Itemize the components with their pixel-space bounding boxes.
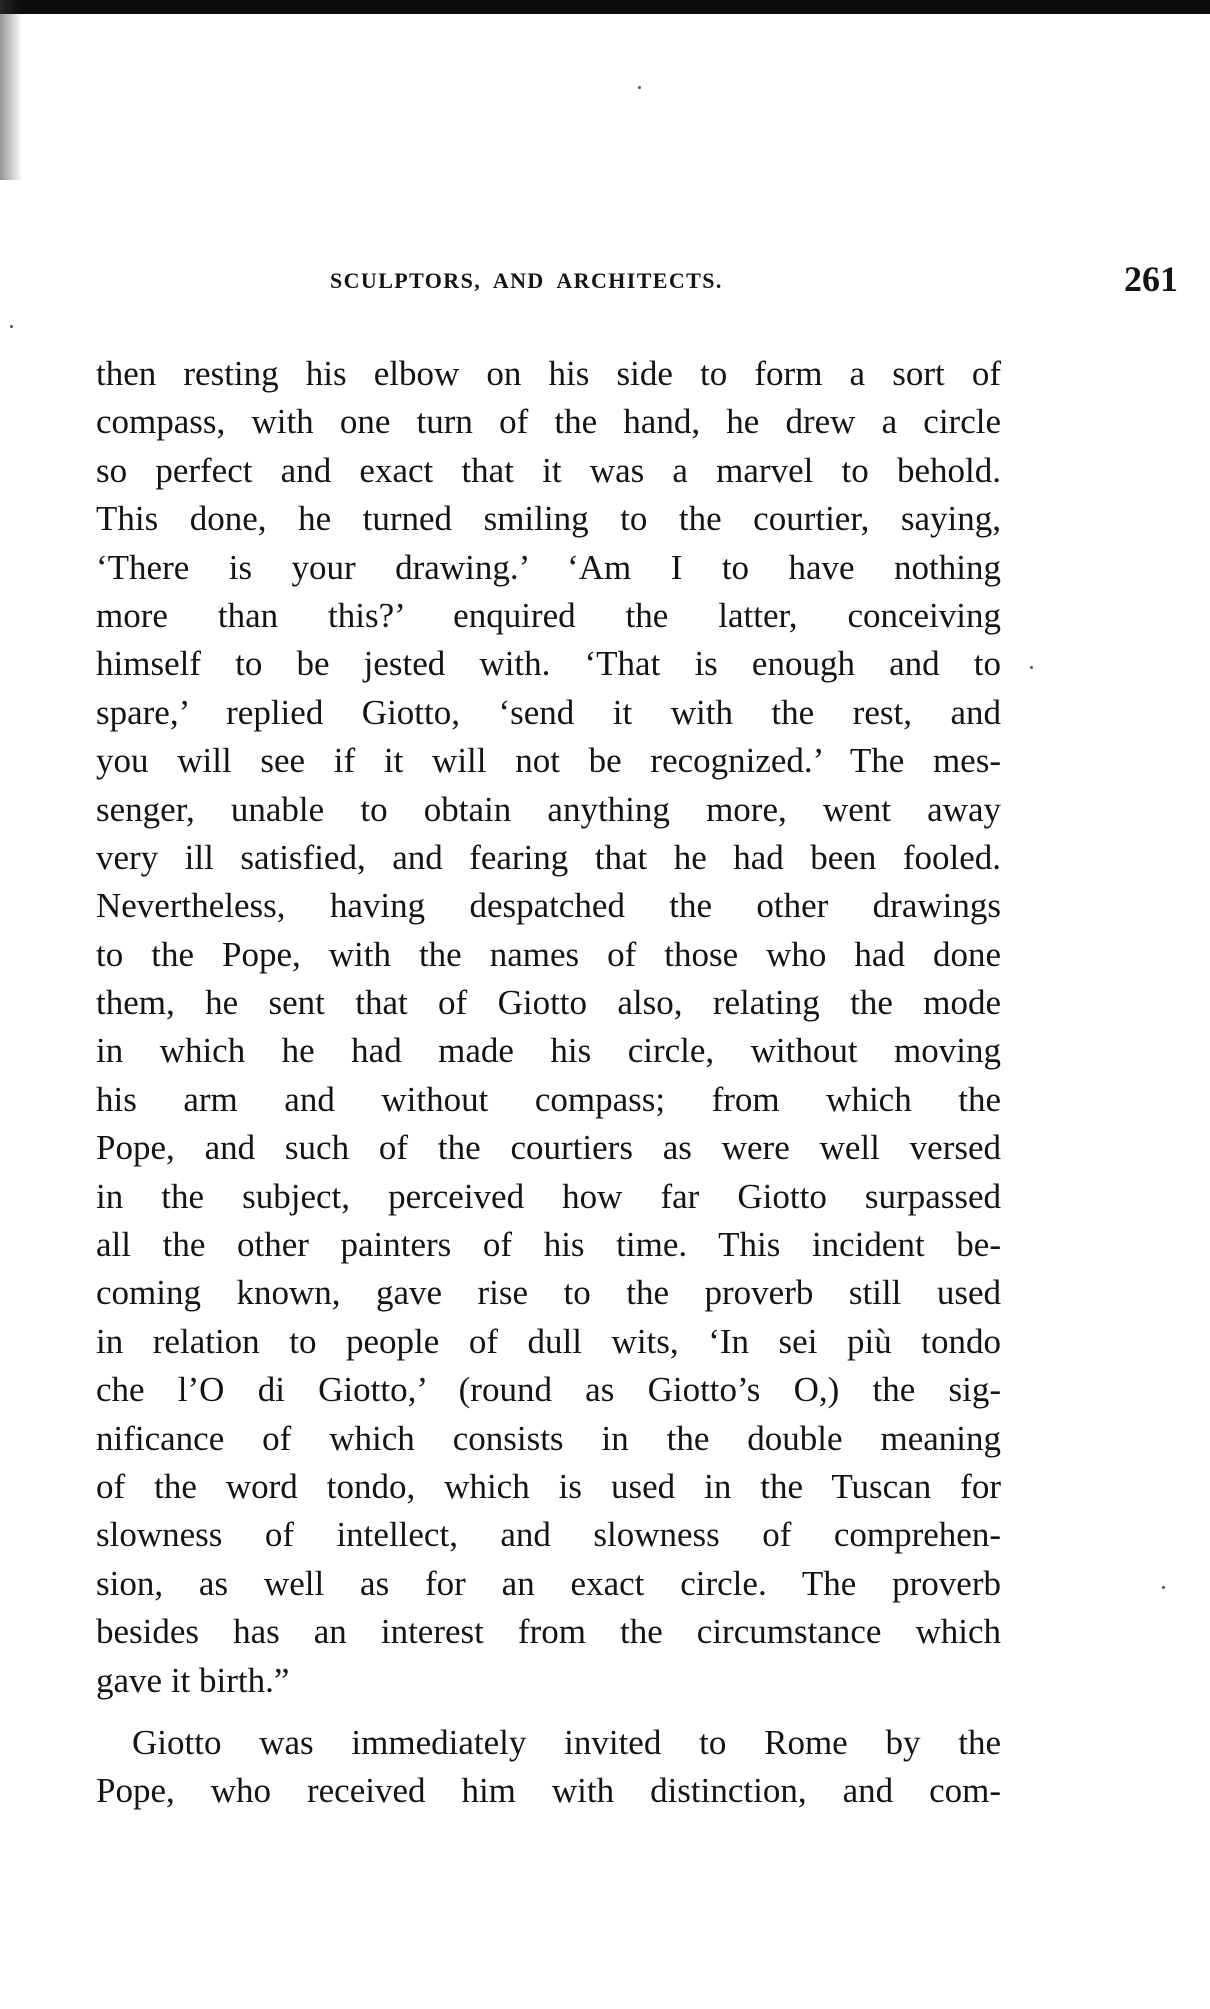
- running-head: SCULPTORS, AND ARCHITECTS.: [330, 268, 723, 293]
- text-line: slowness of intellect, and slowness of comprehen-: [96, 1515, 1001, 1555]
- text-line: in which he had made his circle, without moving: [96, 1031, 1001, 1071]
- text-line: very ill satisfied, and fearing that he had been fooled.: [96, 837, 1001, 877]
- text-line: in relation to people of dull wits, ‘In sei più tondo: [96, 1321, 1001, 1361]
- text-line: in the subject, perceived how far Giotto surpassed: [96, 1176, 1001, 1216]
- text-line: his arm and without compass; from which the: [96, 1079, 1001, 1119]
- scan-speck: [1162, 1586, 1165, 1589]
- text-line: all the other painters of his time. This incident be-: [96, 1225, 1001, 1265]
- text-line: spare,’ replied Giotto, ‘send it with the rest, and: [96, 692, 1001, 732]
- scan-speck: [638, 86, 641, 89]
- text-line: you will see if it will not be recognized.’ The mes-: [96, 741, 1001, 781]
- scan-top-edge: [0, 0, 1210, 14]
- text-line: ‘There is your drawing.’ ‘Am I to have nothing: [96, 547, 1001, 587]
- text-line: then resting his elbow on his side to form a sort of: [96, 354, 1001, 393]
- text-line: This done, he turned smiling to the courtier, saying,: [96, 499, 1001, 539]
- page-number: 261: [1124, 259, 1178, 299]
- text-line: so perfect and exact that it was a marvel to behold.: [96, 450, 1001, 490]
- scan-speck: [10, 325, 13, 328]
- scan-speck: [1030, 666, 1033, 669]
- text-line: sion, as well as for an exact circle. The proverb: [96, 1563, 1001, 1603]
- scan-left-edge: [0, 0, 22, 180]
- text-line: himself to be jested with. ‘That is enough and to: [96, 644, 1001, 684]
- text-line: senger, unable to obtain anything more, went away: [96, 789, 1001, 829]
- text-line: gave it birth.”: [96, 1660, 290, 1700]
- text-line: Pope, who received him with distinction, and com-: [96, 1771, 1001, 1811]
- text-line: Nevertheless, having despatched the other drawings: [96, 886, 1001, 926]
- text-line: to the Pope, with the names of those who had done: [96, 934, 1001, 974]
- text-line: more than this?’ enquired the latter, conceiving: [96, 595, 1001, 635]
- text-line: of the word tondo, which is used in the Tuscan for: [96, 1466, 1001, 1506]
- text-line: them, he sent that of Giotto also, relating the mode: [96, 983, 1001, 1023]
- text-line: besides has an interest from the circumstance which: [96, 1612, 1001, 1652]
- text-line: compass, with one turn of the hand, he drew a circle: [96, 402, 1001, 442]
- text-line: nificance of which consists in the double meaning: [96, 1418, 1001, 1458]
- text-line: coming known, gave rise to the proverb still used: [96, 1273, 1001, 1313]
- text-line: Pope, and such of the courtiers as were well versed: [96, 1128, 1001, 1168]
- text-line: Giotto was immediately invited to Rome by the: [132, 1722, 1001, 1762]
- text-line: che l’O di Giotto,’ (round as Giotto’s O,) the sig-: [96, 1370, 1001, 1410]
- body-text: [96, 350, 1001, 1816]
